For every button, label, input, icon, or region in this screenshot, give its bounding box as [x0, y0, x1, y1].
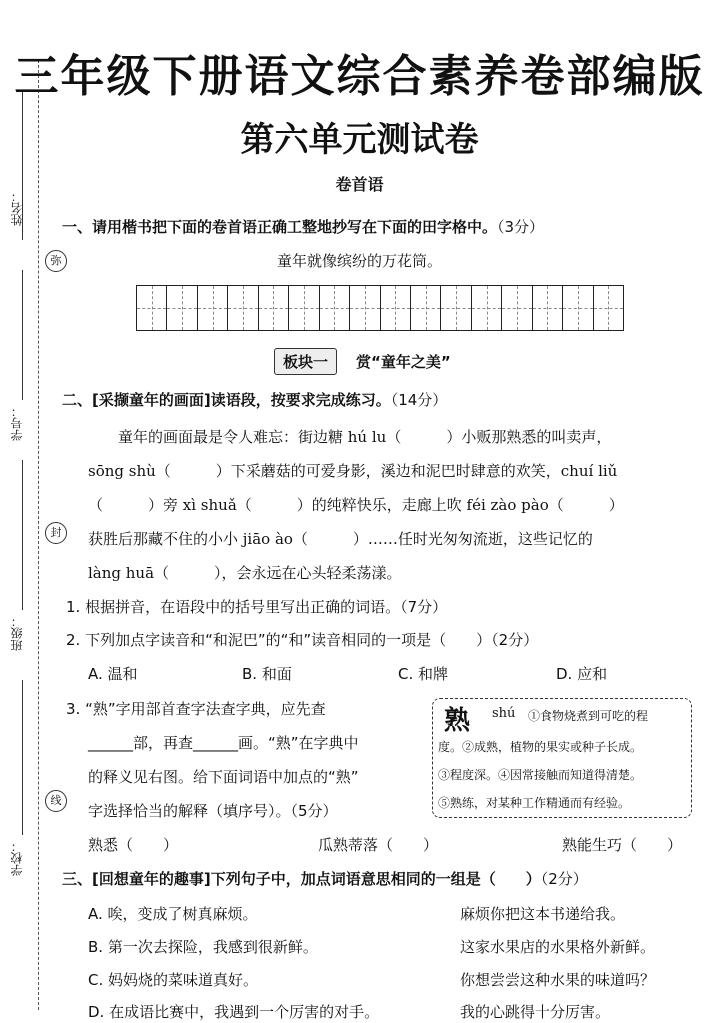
- grid-cell[interactable]: [320, 286, 350, 330]
- seal-mark-3: 线: [45, 790, 67, 812]
- tianzige-grid[interactable]: [136, 285, 624, 331]
- binding-margin-line: [38, 60, 39, 1010]
- q1-instruction: 一、请用楷书把下面的卷首语正确工整地抄写在下面的田字格中。（3分）: [62, 218, 545, 236]
- q3-row-d-right: 我的心跳得十分厉害。: [460, 1003, 611, 1021]
- option-b[interactable]: B. 和面: [242, 665, 292, 683]
- q3-row-c-left: C. 妈妈烧的菜味道真好。: [88, 971, 259, 989]
- name-label: 姓名：: [10, 190, 24, 226]
- grid-cell[interactable]: [563, 286, 593, 330]
- id-write-line: [22, 270, 23, 400]
- section-heading: 卷首语: [335, 175, 384, 194]
- option-c[interactable]: C. 和牌: [398, 665, 449, 683]
- q3-instruction: 三、[回想童年的趣事]下列句子中，加点词语意思相同的一组是（ ）（2分）: [62, 870, 588, 888]
- page-subtitle: 第六单元测试卷: [240, 120, 479, 160]
- id-label: 学号：: [10, 405, 24, 441]
- dict-line-1: ①食物烧煮到可吃的程: [528, 709, 649, 723]
- grid-cell[interactable]: [289, 286, 319, 330]
- option-d[interactable]: D. 应和: [556, 665, 608, 683]
- q3-row-a-right: 麻烦你把这本书递给我。: [460, 905, 626, 923]
- dict-line-3: ③程度深。④因常接触而知道得清楚。: [438, 768, 643, 782]
- grid-cell[interactable]: [137, 286, 167, 330]
- grid-cell[interactable]: [411, 286, 441, 330]
- class-label: 班级：: [10, 615, 24, 651]
- dict-char: 熟: [444, 706, 471, 736]
- option-a[interactable]: A. 温和: [88, 665, 138, 683]
- q3-row-c-right: 你想尝尝这种水果的味道吗？: [460, 971, 656, 989]
- q3-row-b-right: 这家水果店的水果格外新鲜。: [460, 938, 656, 956]
- q2-sub3-line-3: 的释义见右图。给下面词语中加点的“熟”: [88, 768, 359, 786]
- passage-line-4: 获胜后那藏不住的小小 jiāo ào（ ）……任时光匆匆流逝，这些记忆的: [88, 530, 593, 548]
- school-label: 学校：: [10, 840, 24, 876]
- q2-sub2: 2. 下列加点字读音和“和泥巴”的“和”读音相同的一项是（ ）（2分）: [66, 631, 539, 649]
- grid-cell[interactable]: [381, 286, 411, 330]
- grid-cell[interactable]: [198, 286, 228, 330]
- grid-cell[interactable]: [350, 286, 380, 330]
- passage-line-5: làng huā（ ），会永远在心头轻柔荡漾。: [88, 564, 402, 582]
- grid-cell[interactable]: [228, 286, 258, 330]
- page-title: 三年级下册语文综合素养卷部编版: [14, 51, 705, 102]
- dict-line-4: ⑤熟练，对某种工作精通而有经验。: [438, 796, 631, 810]
- passage-line-3: （ ）旁 xì shuǎ（ ）的纯粹快乐，走廊上吹 féi zào pào（ ）: [88, 496, 624, 514]
- grid-cell[interactable]: [533, 286, 563, 330]
- grid-cell[interactable]: [167, 286, 197, 330]
- q1-sentence: 童年就像缤纷的万花筒。: [276, 252, 442, 270]
- grid-cell[interactable]: [441, 286, 471, 330]
- word-1[interactable]: 熟悉（ ）: [88, 836, 179, 854]
- dict-line-2: 度。②成熟，植物的果实或种子长成。: [438, 740, 643, 754]
- q2-instruction: 二、[采撷童年的画面]读语段，按要求完成练习。（14分）: [62, 391, 448, 409]
- q2-sub3-line-2: ______部，再查______画。“熟”在字典中: [88, 734, 359, 752]
- dict-pinyin: shú: [492, 706, 516, 721]
- q3-row-d-left: D. 在成语比赛中，我遇到一个厉害的对手。: [88, 1003, 380, 1021]
- seal-mark-1: 弥: [45, 250, 67, 272]
- block-badge: 板块一: [274, 348, 337, 375]
- school-write-line: [22, 680, 23, 835]
- seal-mark-2: 封: [45, 522, 67, 544]
- block-title: 赏“童年之美”: [356, 353, 451, 371]
- grid-cell[interactable]: [472, 286, 502, 330]
- passage-line-2: sōng shù（ ）下采蘑菇的可爱身影，溪边和泥巴时肆意的欢笑，chuí liǔ: [88, 462, 618, 480]
- q2-sub3-line-1: 3. “熟”字用部首查字法查字典，应先查: [66, 700, 326, 718]
- q2-sub3-line-4: 字选择恰当的解释（填序号）。（5分）: [88, 802, 338, 820]
- grid-cell[interactable]: [594, 286, 623, 330]
- word-3[interactable]: 熟能生巧（ ）: [562, 836, 683, 854]
- q2-sub1: 1. 根据拼音，在语段中的括号里写出正确的词语。（7分）: [66, 598, 448, 616]
- word-2[interactable]: 瓜熟蒂落（ ）: [318, 836, 439, 854]
- grid-cell[interactable]: [502, 286, 532, 330]
- class-write-line: [22, 460, 23, 610]
- q3-row-a-left: A. 唉，变成了树真麻烦。: [88, 905, 258, 923]
- grid-cell[interactable]: [259, 286, 289, 330]
- passage-line-1: 童年的画面最是令人难忘：街边糖 hú lu（ ）小贩那熟悉的叫卖声，: [118, 428, 612, 446]
- q3-row-b-left: B. 第一次去探险，我感到很新鲜。: [88, 938, 318, 956]
